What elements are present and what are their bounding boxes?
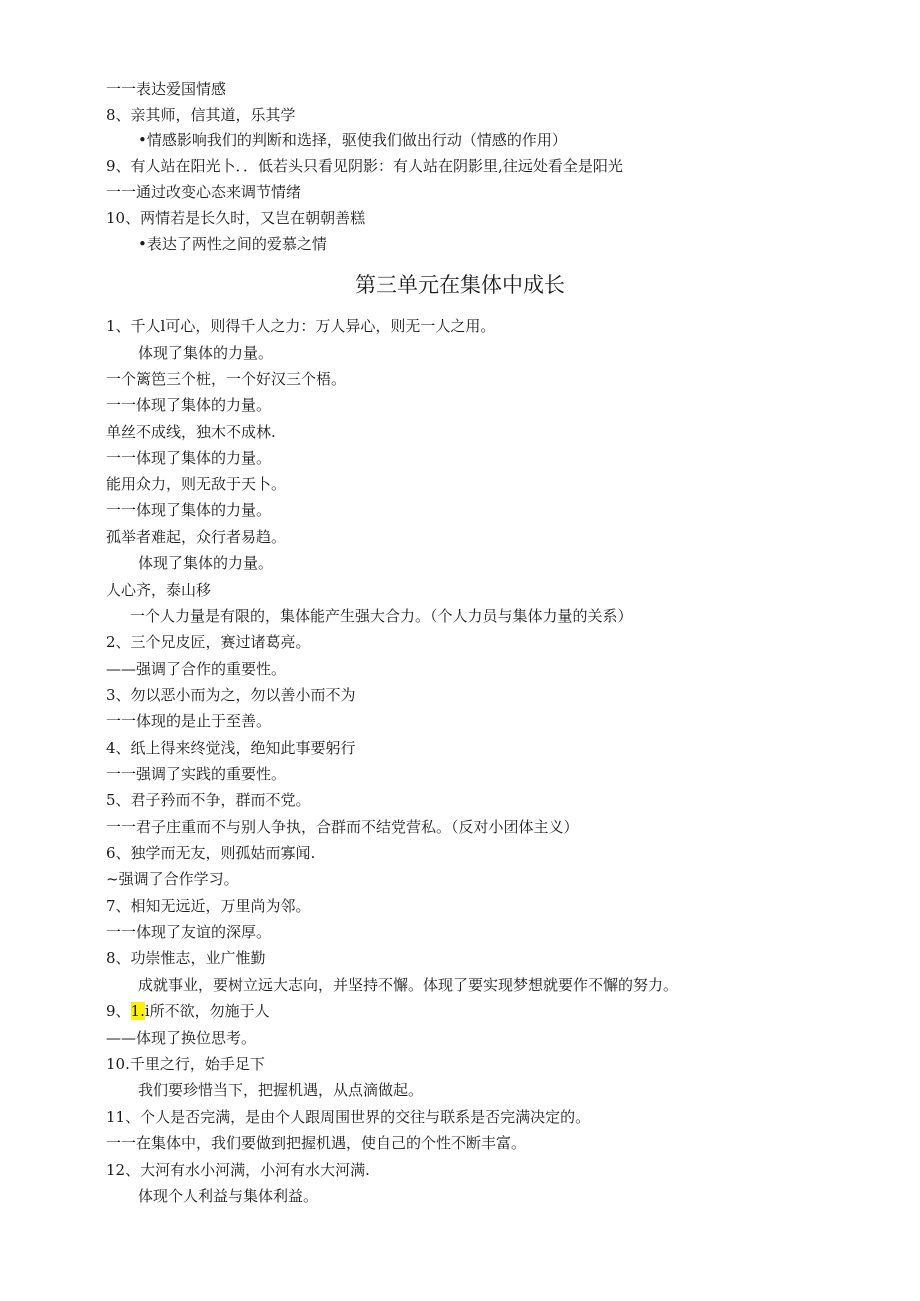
text-line: 一一强调了实践的重要性。: [106, 765, 287, 783]
text-line: 一一表达爱国情感: [106, 80, 227, 98]
item-number: 9、: [106, 1002, 131, 1020]
text-line: 我们要珍惜当下，把握机遇，从点滴做起。: [138, 1081, 424, 1099]
text-line: 一一通过改变心态来调节情绪: [106, 183, 302, 201]
text-line: •表达了两性之间的爱慕之情: [138, 235, 327, 253]
text-line: 一一体现的是止于至善。: [106, 712, 272, 730]
text-line: 9、有人站在阳光卜．．低若头只看见阴影：有人站在阴影里,往远处看全是阳光: [106, 157, 623, 175]
text-line: 单丝不成线，独木不成林.: [106, 423, 276, 441]
text-line: 能用众力，则无敌于天卜。: [106, 475, 287, 493]
text-line: 12、大河有水小河满，小河有水大河满.: [106, 1161, 370, 1179]
text-line: 11、个人是否完满，是由个人跟周围世界的交往与联系是否完满决定的。: [106, 1108, 591, 1126]
unit-title: 第三单元在集体中成长: [355, 273, 565, 297]
text-line: 5、君子矜而不争，群而不党。: [106, 791, 311, 809]
text-line: 6、独学而无友，则孤姑而寡闻.: [106, 844, 316, 862]
text-line: 成就事业，要树立远大志向，并坚持不懈。体现了要实现梦想就要作不懈的努力。: [138, 976, 679, 994]
text-line: ~强调了合作学习。: [106, 870, 239, 888]
text-line: •情感影响我们的判断和选择，驱使我们做出行动（情感的作用）: [138, 131, 567, 149]
text-line: 一个篱笆三个桩，一个好汉三个梧。: [106, 370, 347, 388]
text-line: 2、三个兄皮匠，赛过诸葛亮。: [106, 633, 311, 651]
text-line: 3、勿以恶小而为之，勿以善小而不为: [106, 686, 356, 704]
text-line: 一一体现了集体的力量。: [106, 449, 272, 467]
text-line: 一一体现了集体的力量。: [106, 396, 272, 414]
text-line: [106, 1001, 270, 1021]
text-line: 一个人力量是有限的，集体能产生强大合力。（个人力员与集体力量的关系）: [130, 607, 633, 625]
text-line: 一一体现了集体的力量。: [106, 501, 272, 519]
text-line: 10.千里之行，始手足下: [106, 1055, 265, 1073]
text-fragment: i所不欲，勿施于人: [144, 1002, 270, 1020]
text-line: 7、相知无远近，万里尚为邻。: [106, 897, 311, 915]
text-line: 1、千人l可心，则得千人之力：万人异心，则无一人之用。: [106, 317, 496, 335]
text-line: 一一在集体中，我们要做到把握机遇，使自己的个性不断丰富。: [106, 1134, 527, 1152]
text-line: 一一体现了友谊的深厚。: [106, 923, 272, 941]
text-line: 一一君子庄重而不与别人争执，合群而不结党营私。（反对小团体主义）: [106, 818, 579, 836]
text-line: 体现个人利益与集体利益。: [138, 1187, 319, 1205]
text-line: 8、功崇惟志，业广惟勤: [106, 949, 266, 967]
text-line: 体现了集体的力量。: [138, 344, 274, 362]
text-line: 10、两情若是长久时，又岂在朝朝善糕: [106, 209, 366, 227]
text-line: 4、纸上得来终觉浅，绝知此事要躬行: [106, 739, 356, 757]
text-line: ——体现了换位思考。: [106, 1029, 257, 1047]
highlighted-text: 1.: [130, 1002, 145, 1020]
text-line: 孤举者难起，众行者易趋。: [106, 528, 287, 546]
text-line: ——强调了合作的重要性。: [106, 660, 287, 678]
text-line: 体现了集体的力量。: [138, 554, 274, 572]
text-line: 人心齐，泰山移: [106, 581, 212, 599]
text-line: 8、亲其师，信其道，乐其学: [106, 106, 296, 124]
